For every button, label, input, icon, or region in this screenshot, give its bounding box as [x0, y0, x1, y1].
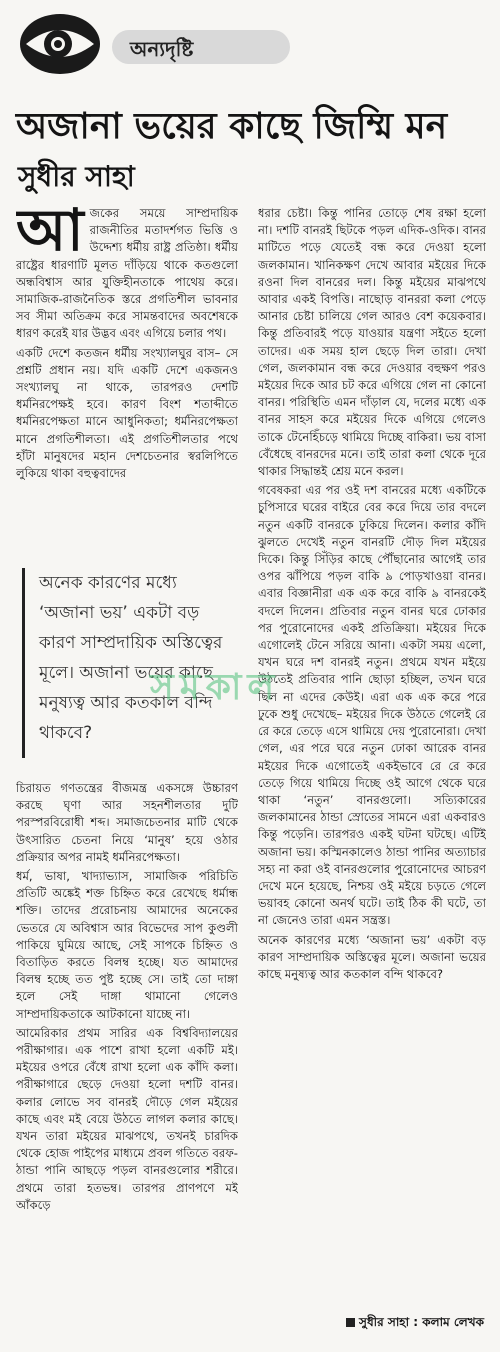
byline-text: সুধীর সাহা : কলাম লেখক — [359, 1315, 484, 1329]
article-column-1 — [16, 205, 238, 559]
article-column-2 — [258, 205, 486, 1297]
paragraph: ধরার চেষ্টা। কিন্তু পানির তোড়ে শেষ রক্ষা হলো না। দশটি বানরই ছিটকে পড়ল এদিক-ওদিক। বানর মাটিতে পড়ে যেতেই বন্ধ করে দেওয়া হলো জলকামান। খানিকক্ষণ দেখে আবার মইয়ের দিকে রওনা দিল বানরের দল। কিন্তু মইয়ের মাঝপথে আবার একই বিপত্তি। নাছোড় বানররা কলা পেড়ে আনার চেষ্টা চালিয়ে গেল আরও বেশ কয়েকবার। কিন্তু প্রতিবারই পড়ে যাওয়ার যন্ত্রণা সইতে হলো তাদের। এক সময় হাল ছেড়ে দিল তারা। দেখা গেল, জলকামান বন্ধ করে দেওয়ার বহুক্ষণ পরও মইয়ের দিকে আর চট করে এগিয়ে গেল না কোনো বানর। পরিস্থিতি এমন দাঁড়াল যে, দলের মধ্যে এক বানর সাহস করে মইয়ের দিকে এগিয়ে গেলেও তাকে টেনেহিঁচড়ে থামিয়ে দিচ্ছে বাকিরা। ভয় বাসা বেঁধেছে বানরদের মনে। তাই তারা কলা থেকে দূরে থাকার সিদ্ধান্তই শ্রেয় মনে করল। — [258, 206, 486, 479]
article-headline: অজানা ভয়ের কাছে জিম্মি মন — [16, 106, 448, 147]
square-bullet-icon — [346, 1318, 355, 1327]
pull-quote: অনেক কারণের মধ্যে ‘অজানা ভয়’ একটা বড় কারণ সাম্প্রদায়িক অস্তিত্বের মূলে। অজানা ভয়ের কাছে মনুষ্যত্ব আর কতকাল বন্দি থাকবে? — [22, 568, 234, 758]
paragraph: আমেরিকার প্রথম সারির এক বিশ্ববিদ্যালয়ের পরীক্ষাগার। এক পাশে রাখা হলো একটি মই। মইয়ের ওপরে বেঁধে রাখা হলো এক কাঁদি কলা। পরীক্ষাগারে ছেড়ে দেওয়া হলো দশটি বানর। কলার লোভে সব বানরই দৌড়ে গেল মইয়ের কাছে এবং মই বেয়ে উঠতে লাগল কলার কাছে। যখন তারা মইয়ের মাঝপথে, তখনই চারদিক থেকে হোজ পাইপের মাধ্যমে প্রবল গতিতে বরফ-ঠান্ডা পানি আছড়ে পড়ল বানরগুলোর শরীরে। প্রথমে তারা হতভম্ব। তারপর প্রাণপণে মই আঁকড়ে — [16, 1025, 238, 1212]
column-header — [14, 10, 486, 82]
paragraph: জকের সময়ে সাম্প্রদায়িক রাজনীতির মতাদর্শগত ভিত্তি ও উদ্দেশ্য ধর্মীয় রাষ্ট্র প্রতিষ্ঠা। ধর্মীয় রাষ্ট্রের ধারণাটি মূলত দাঁড়িয়ে থাকে কতগুলো অন্ধবিশ্বাস আর যুক্তিহীনতাকে পাথেয় করে। সামাজিক-রাজনৈতিক স্তরে প্রগতিশীল ভাবনার সব সীমা অতিক্রম করে সামন্তবাদের অবশেষকে ধারণ করেই যার উদ্ভব এবং এগিয়ে চলার পথ। — [16, 206, 238, 341]
byline — [346, 1314, 484, 1334]
eye-icon — [18, 10, 102, 78]
paragraph: একটি দেশে কতজন ধর্মীয় সংখ্যালঘুর বাস– সে প্রশ্নটি প্রধান নয়। যদি একটি দেশে একজনও সংখ্যালঘু না থাকে, তারপরও দেশটি ধর্মনিরপেক্ষই হবে। কারণ বিংশ শতাব্দীতে ধর্মনিরপেক্ষতা মানে আধুনিকতা; ধর্মনিরপেক্ষতা মানে প্রগতিশীলতা। এই প্রগতিশীলতার পথে হাঁটা মানুষদের মহান দেশচেতনার স্বরলিপিতে লুকিয়ে থাকা বহুত্ববাদের — [16, 345, 238, 481]
paragraph: চিরায়ত গণতন্ত্রের বীজমন্ত্র একসঙ্গে উচ্চারণ করছে ঘৃণা আর সহনশীলতার দুটি পরস্পরবিরোধী শব্দ। সমাজচেতনার মাটি থেকে উৎসারিত চেতনা নিয়ে ‘মানুষ’ হয়ে ওঠার প্রক্রিয়ার অপর নামই ধর্মনিরপেক্ষতা। — [16, 781, 238, 864]
article-author: সুধীর সাহা — [18, 160, 135, 193]
paragraph: অনেক কারণের মধ্যে ‘অজানা ভয়’ একটা বড় কারণ সাম্প্রদায়িক অস্তিত্বের মূলে। অজানা ভয়ের কাছে মনুষ্যত্ব আর কতকাল বন্দি থাকবে? — [258, 932, 486, 981]
paragraph: গবেষকরা এর পর ওই দশ বানরের মধ্যে একটিকে চুপিসারে ঘরের বাইরে বের করে দিয়ে তার বদলে নতুন একটি বানরকে ঢুকিয়ে দিলেন। কলার কাঁদি ঝুলতে দেখেই নতুন বানরটি দৌড় দিল মইয়ের দিকে। কিন্তু সিঁড়ির কাছে পৌঁছানোর আগেই তার ওপর ঝাঁপিয়ে পড়ল বাকি ৯ পোড়খাওয়া বানর। এবার বিজ্ঞানীরা এক এক করে বাকি ৯ বানরকেই বদলে দিলেন। প্রতিবার নতুন বানর ঘরে ঢোকার পর পুরোনোদের একই প্রতিক্রিয়া। মইয়ের দিকে এগোলেই টেনে সরিয়ে আনা। একটা সময় এলো, যখন ঘরে দশ বানরই নতুন। প্রথমে যখন মইয়ে উঠতেই প্রতিবার পানি ছোড়া হচ্ছিল, তখন ঘরে ছিল না এদের কেউই। এরা এক এক করে পরে ঢুকে শুধু দেখেছে– মইয়ের দিকে উঠতে গেলেই রে রে করে তেড়ে এসে থামিয়ে দেয় পুরোনোরা। দেখা গেল, এর পরে ঘরে নতুন ঢোকা আরেক বানর মইয়ের দিকে এগোতেই একইভাবে রে রে করে তেড়ে গিয়ে থামিয়ে দিচ্ছে ওই আগে থেকে ঘরে থাকা ‘নতুন’ বানরগুলো। সত্যিকারের জলকামানের ঠান্ডা স্রোতের সামনে এরা একবারও কিন্তু পড়েনি। তারপরও একই ঘটনা ঘটছে। এটিই অজানা ভয়। কস্মিনকালেও ঠান্ডা পানির অত্যাচার সহ্য না করা ওই বানরগুলোর পুরোনোদের আচরণ দেখে মনে হয়েছে, নিশ্চয় ওই মইয়ে চড়তে গেলে ভয়াবহ কোনো অনর্থ ঘটে। তাই ঠিক কী ঘটে, তা না জেনেও তারা এমন সন্ত্রস্ত। — [258, 483, 486, 928]
column-tag-label: অন্যদৃষ্টি — [130, 37, 194, 61]
drop-cap: আ — [16, 205, 84, 264]
column-tag — [112, 30, 290, 64]
article-column-1-continued — [16, 780, 238, 1328]
watermark: সমকাল — [150, 667, 281, 708]
paragraph: ধর্ম, ভাষা, খাদ্যাভ্যাস, সামাজিক পরিচিতি প্রতিটি অঙ্কেই শক্ত চিহ্নিত করে রেখেছে ধর্মান্ধ শক্তি। তাদের প্ররোচনায় আমাদের অনেকের ভেতরে যে অবিশ্বাস আর বিভেদের সাপ কুণ্ডলী পাকিয়ে ঘুমিয়ে আছে, সেই সাপকে চিহ্নিত ও বিতাড়িত করতে বিলম্ব হচ্ছে। যত আমাদের বিলম্ব হচ্ছে তত পুষ্ট হচ্ছে সে। তাই তো দাঙ্গা হলে সেই দাঙ্গা থামানো গেলেও সাম্প্রদায়িকতাকে আটকানো যাচ্ছে না। — [16, 869, 238, 1021]
